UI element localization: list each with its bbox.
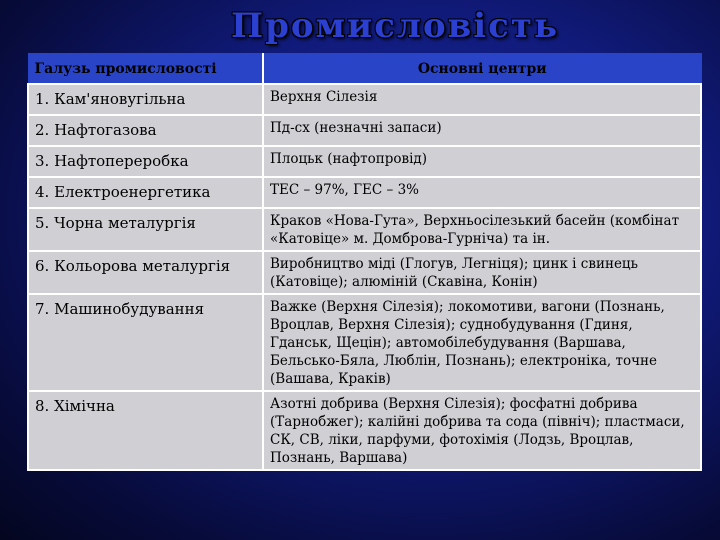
branch-cell: 5. Чорна металургія [28, 208, 263, 251]
branch-cell: 1. Кам'яновугільна [28, 84, 263, 115]
table-row [28, 391, 701, 470]
table-row [28, 115, 701, 146]
table-row [28, 251, 701, 294]
branch-cell: 3. Нафтопереробка [28, 146, 263, 177]
header-centers: Основні центри [263, 54, 701, 85]
industry-table [27, 53, 702, 471]
table-row [28, 208, 701, 251]
header-branch: Галузь промисловості [28, 54, 263, 85]
table-row [28, 294, 701, 391]
centers-cell: Виробництво міді (Глогув, Легніця); цинк і свинець (Катовіце); алюміній (Скавіна, Конін) [263, 251, 701, 294]
slide-title: Промисловість [230, 6, 560, 46]
branch-cell: 6. Кольорова металургія [28, 251, 263, 294]
table-row [28, 84, 701, 115]
centers-cell: Плоцьк (нафтопровід) [263, 146, 701, 177]
branch-cell: 2. Нафтогазова [28, 115, 263, 146]
branch-cell: 8. Хімічна [28, 391, 263, 470]
branch-cell: 4. Електроенергетика [28, 177, 263, 208]
table-header [28, 54, 701, 85]
centers-cell: Важке (Верхня Сілезія); локомотиви, вагони (Познань, Вроцлав, Верхня Сілезія); суднобудування (Гдиня, Гданськ, Щецін); автомобілебудування (Варшава, Бельсько-Бяла, Люблін, Познань); електроніка, точне (Вашава, Краків) [263, 294, 701, 391]
branch-cell: 7. Машинобудування [28, 294, 263, 391]
table-row [28, 146, 701, 177]
header-row [28, 54, 701, 85]
table-body [28, 84, 701, 470]
centers-cell: Верхня Сілезія [263, 84, 701, 115]
centers-cell: ТЕС – 97%, ГЕС – 3% [263, 177, 701, 208]
centers-cell: Краков «Нова-Гута», Верхньосілезький басейн (комбінат «Катовіце» м. Домброва-Гурніча) та ін. [263, 208, 701, 251]
table-row [28, 177, 701, 208]
centers-cell: Азотні добрива (Верхня Сілезія); фосфатні добрива (Тарнобжег); калійні добрива та сода (північ); пластмаси, СК, СВ, ліки, парфуми, фотохімія (Лодзь, Вроцлав, Познань, Варшава) [263, 391, 701, 470]
centers-cell: Пд-сх (незначні запаси) [263, 115, 701, 146]
